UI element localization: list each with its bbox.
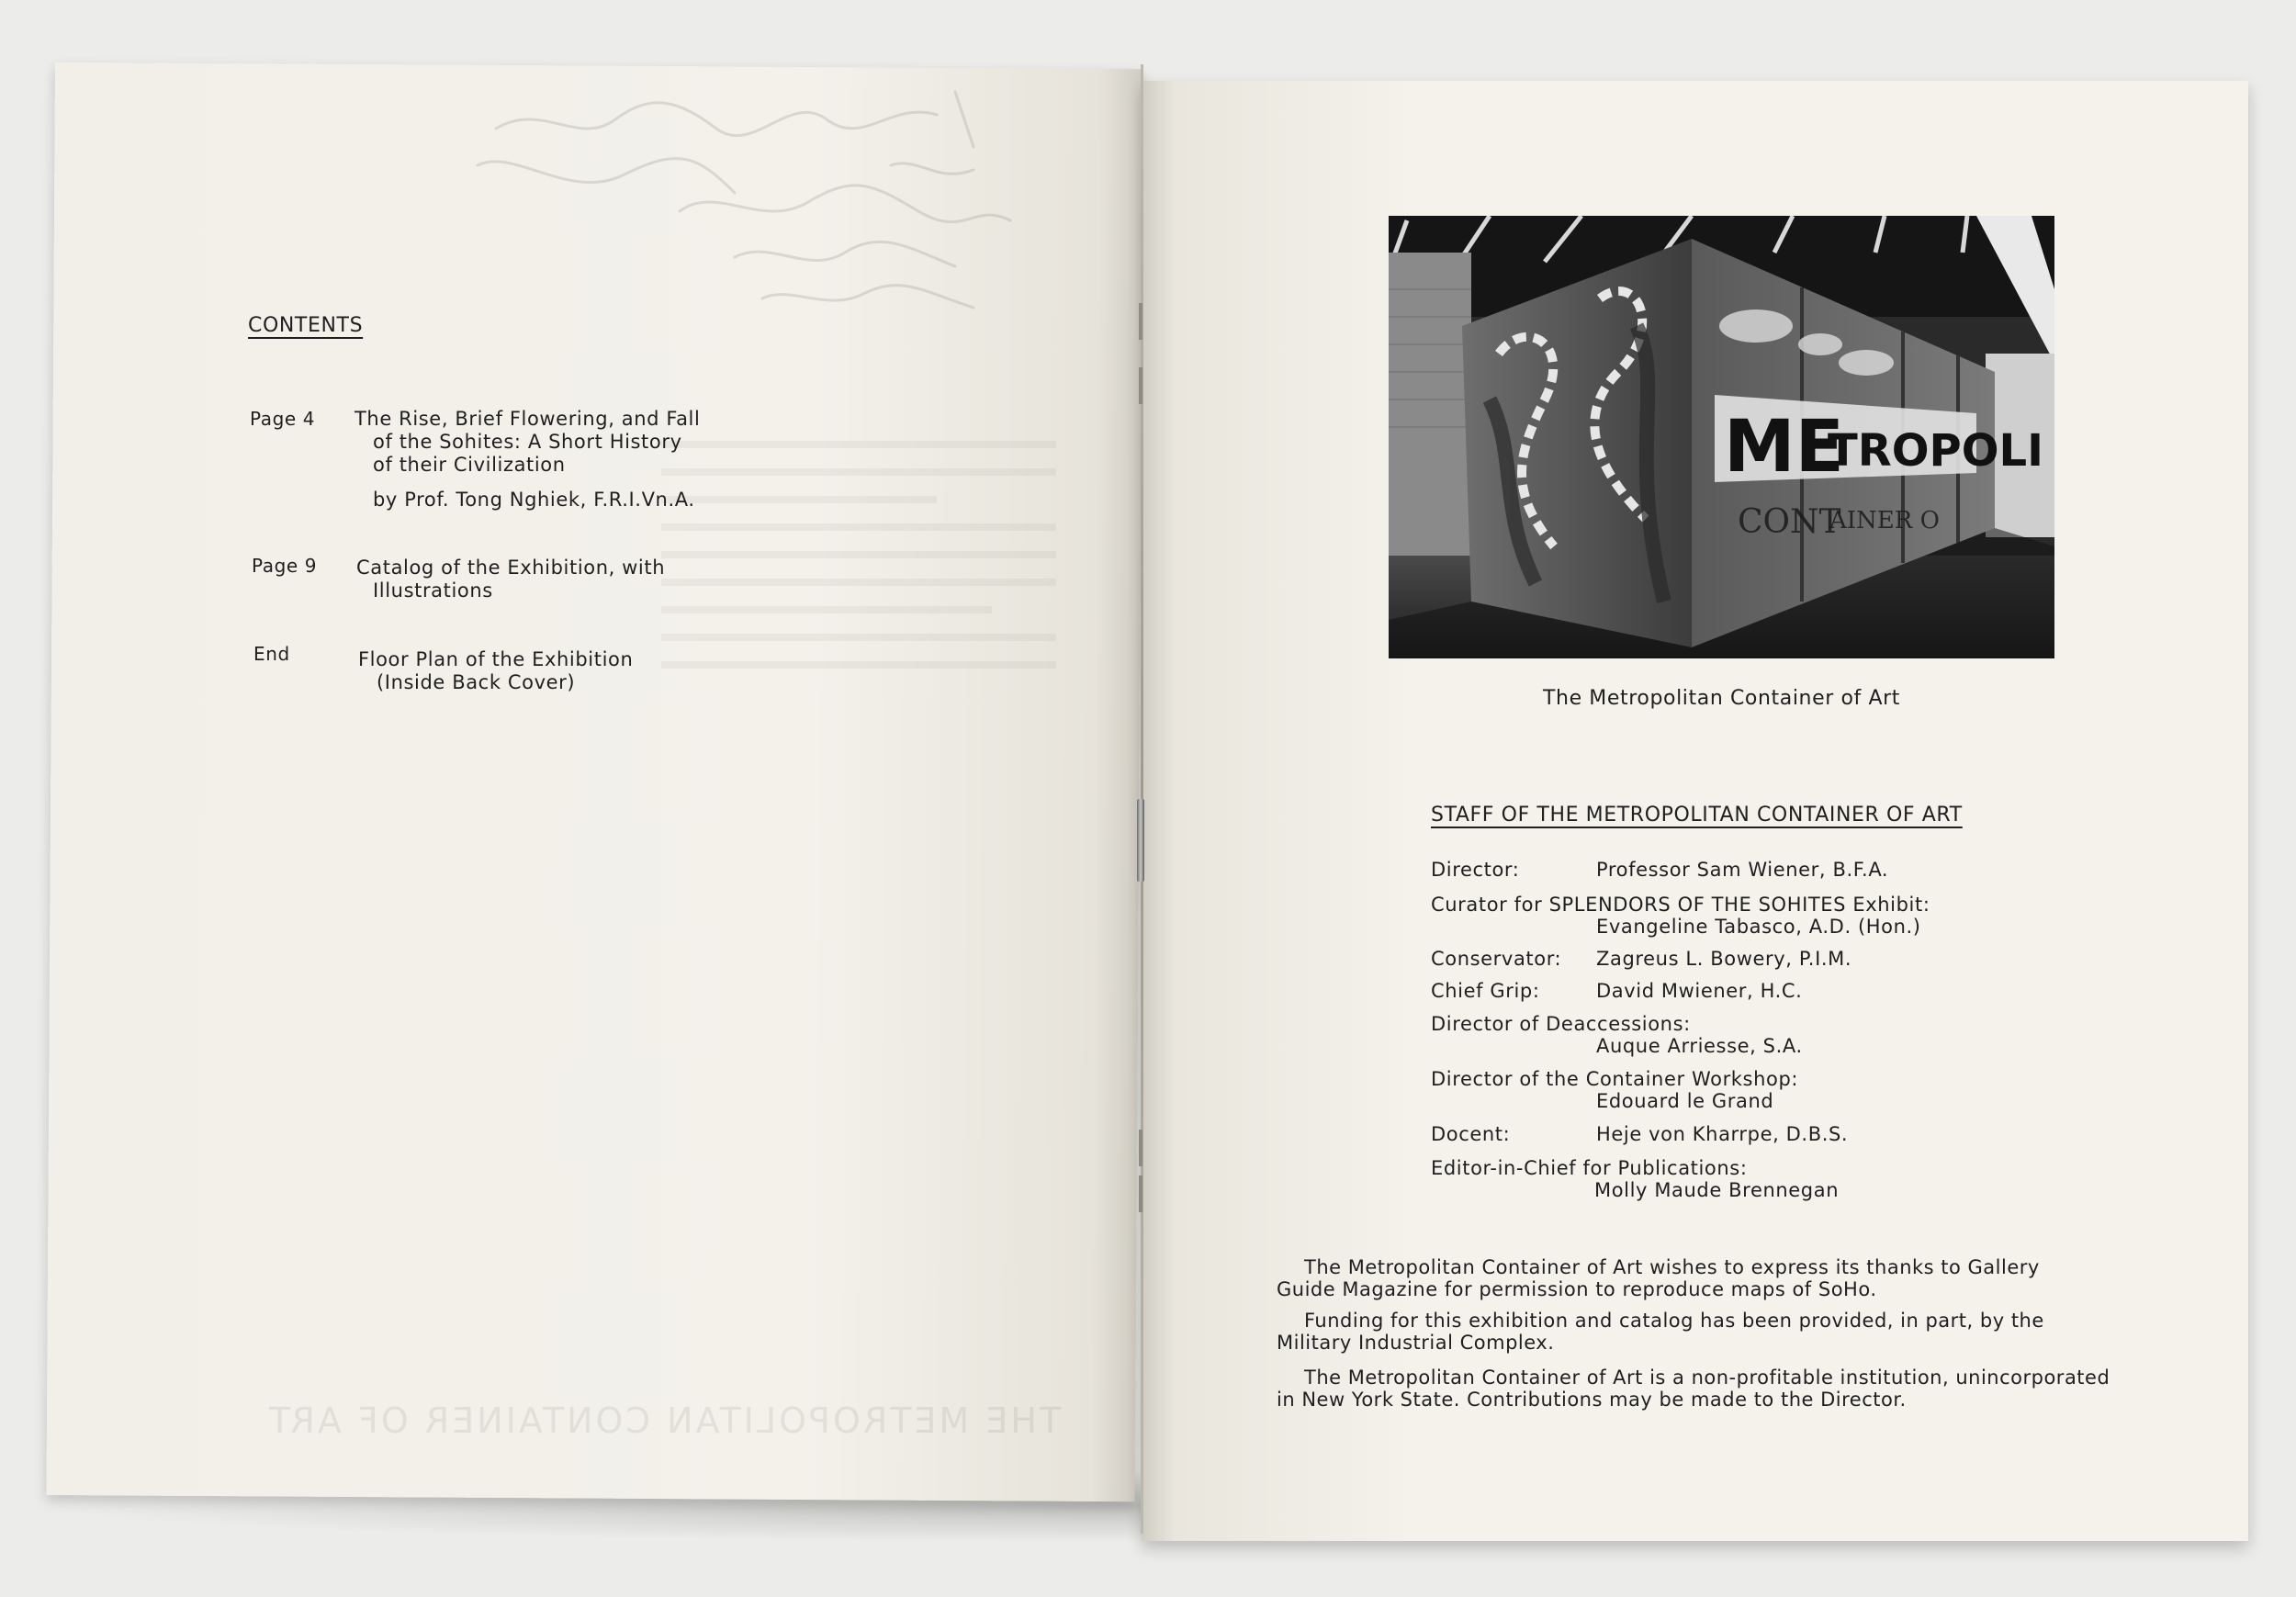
staff-name: Heje von Kharrpe, D.B.S. xyxy=(1596,1123,1849,1145)
toc-title-line: Floor Plan of the Exhibition xyxy=(358,648,634,670)
handwritten-inscription xyxy=(459,64,1029,358)
binding-stitch xyxy=(1139,1130,1142,1166)
container-photo xyxy=(1389,216,2054,658)
staff-role: Docent: xyxy=(1431,1123,1511,1145)
contents-heading: CONTENTS xyxy=(248,314,364,337)
paragraph-line: in New York State. Contributions may be made to the Director. xyxy=(1277,1389,1907,1411)
staff-name: David Mwiener, H.C. xyxy=(1596,980,1803,1002)
toc-page-number: Page 9 xyxy=(252,555,318,577)
toc-title-line: Catalog of the Exhibition, with xyxy=(356,557,666,579)
photo-letters: ME xyxy=(1724,406,1844,489)
toc-title-line: The Rise, Brief Flowering, and Fall xyxy=(355,408,701,430)
toc-title-line: (Inside Back Cover) xyxy=(377,671,576,693)
toc-page-number: End xyxy=(253,643,290,665)
staff-name: Professor Sam Wiener, B.F.A. xyxy=(1596,859,1889,881)
staff-role: Curator for SPLENDORS OF THE SOHITES Exhibit: xyxy=(1431,894,1930,916)
binding-stitch xyxy=(1139,1175,1142,1212)
staff-role: Director: xyxy=(1431,859,1520,881)
binding-stitch xyxy=(1139,303,1142,340)
binding-staple xyxy=(1137,799,1144,882)
toc-title-line: of the Sohites: A Short History xyxy=(373,431,682,453)
staff-name: Evangeline Tabasco, A.D. (Hon.) xyxy=(1596,916,1921,938)
staff-name: Molly Maude Brennegan xyxy=(1594,1179,1840,1201)
staff-role: Conservator: xyxy=(1431,948,1562,970)
acknowledgement-paragraph xyxy=(1277,1256,2040,1300)
paragraph-line: Military Industrial Complex. xyxy=(1277,1332,1555,1354)
staff-role: Chief Grip: xyxy=(1431,980,1540,1002)
bleed-through-heading: THE METROPOLITAN CONTAINER OF ART xyxy=(266,1400,1062,1441)
paragraph-line: Guide Magazine for permission to reproduce maps of SoHo. xyxy=(1277,1278,1877,1300)
staff-role: Director of Deaccessions: xyxy=(1431,1013,1691,1035)
staff-role: Director of the Container Workshop: xyxy=(1431,1068,1799,1090)
bleed-through-lines xyxy=(661,441,1056,689)
staff-name: Auque Arriesse, S.A. xyxy=(1596,1035,1803,1057)
photo-letters: AINER O xyxy=(1829,507,1940,534)
photo-letters: TROPOLI xyxy=(1828,425,2043,477)
binding-stitch xyxy=(1139,367,1142,404)
staff-name: Edouard le Grand xyxy=(1596,1090,1774,1112)
photo-caption: The Metropolitan Container of Art xyxy=(1543,687,1900,710)
toc-page-number: Page 4 xyxy=(250,408,316,430)
staff-heading: STAFF OF THE METROPOLITAN CONTAINER OF ART xyxy=(1431,804,1963,827)
funding-paragraph xyxy=(1277,1310,2044,1354)
staff-role: Editor-in-Chief for Publications: xyxy=(1431,1157,1748,1179)
toc-author: by Prof. Tong Nghiek, F.R.I.Vn.A. xyxy=(373,489,695,511)
status-paragraph xyxy=(1277,1366,2110,1411)
paragraph-line: The Metropolitan Container of Art wishes to express its thanks to Gallery xyxy=(1304,1256,2040,1278)
paragraph-line: The Metropolitan Container of Art is a non-profitable institution, unincorporated xyxy=(1304,1366,2110,1389)
toc-title-line: Illustrations xyxy=(373,579,493,602)
staff-name: Zagreus L. Bowery, P.I.M. xyxy=(1596,948,1852,970)
paragraph-line: Funding for this exhibition and catalog has been provided, in part, by the xyxy=(1304,1310,2044,1332)
toc-title-line: of their Civilization xyxy=(373,454,566,476)
photo-letters: CONT xyxy=(1738,503,1841,541)
